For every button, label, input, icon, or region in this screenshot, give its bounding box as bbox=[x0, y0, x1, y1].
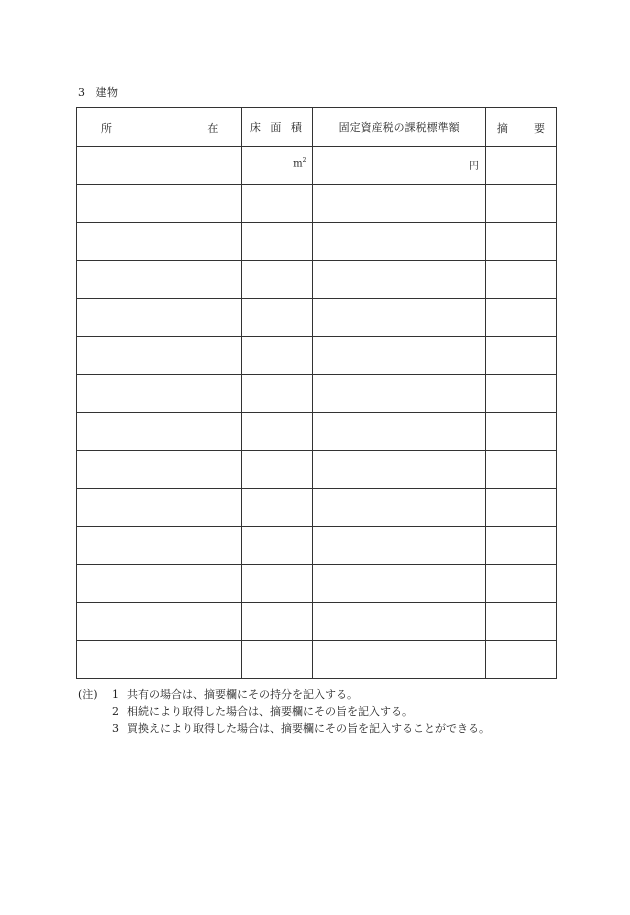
table-row bbox=[77, 223, 557, 261]
header-remarks-a: 摘 bbox=[496, 122, 508, 135]
remarks-cell[interactable] bbox=[485, 451, 556, 489]
location-cell[interactable] bbox=[77, 527, 242, 565]
remarks-cell[interactable] bbox=[485, 641, 556, 679]
table-row bbox=[77, 413, 557, 451]
header-tax-value: 固定資産税の課税標準額 bbox=[313, 108, 485, 147]
tax-value-cell[interactable] bbox=[313, 261, 485, 299]
location-cell[interactable] bbox=[77, 641, 242, 679]
note-row bbox=[78, 703, 490, 720]
tax-value-cell[interactable] bbox=[313, 451, 485, 489]
location-cell[interactable] bbox=[77, 185, 242, 223]
area-unit-exp: 2 bbox=[302, 157, 307, 164]
header-remarks bbox=[485, 108, 556, 147]
note-row bbox=[78, 686, 490, 703]
table-row bbox=[77, 451, 557, 489]
header-location-a: 所 bbox=[101, 122, 112, 135]
location-cell[interactable] bbox=[77, 261, 242, 299]
remarks-cell[interactable] bbox=[485, 147, 556, 185]
remarks-cell[interactable] bbox=[485, 603, 556, 641]
location-cell[interactable] bbox=[77, 489, 242, 527]
table-row bbox=[77, 641, 557, 679]
location-cell[interactable] bbox=[77, 375, 242, 413]
tax-value-cell[interactable] bbox=[313, 147, 485, 185]
floor-area-cell[interactable] bbox=[242, 527, 313, 565]
remarks-cell[interactable] bbox=[485, 527, 556, 565]
floor-area-cell[interactable] bbox=[242, 603, 313, 641]
floor-area-cell[interactable] bbox=[242, 223, 313, 261]
location-cell[interactable] bbox=[77, 413, 242, 451]
area-unit bbox=[293, 157, 306, 169]
location-cell[interactable] bbox=[77, 147, 242, 185]
table-row bbox=[77, 375, 557, 413]
note-row bbox=[78, 720, 490, 737]
tax-value-cell[interactable] bbox=[313, 489, 485, 527]
currency-unit: 円 bbox=[468, 161, 479, 172]
table-row bbox=[77, 147, 557, 185]
floor-area-cell[interactable] bbox=[242, 565, 313, 603]
floor-area-cell[interactable] bbox=[242, 451, 313, 489]
table-row bbox=[77, 337, 557, 375]
tax-value-cell[interactable] bbox=[313, 527, 485, 565]
table-row bbox=[77, 489, 557, 527]
tax-value-cell[interactable] bbox=[313, 603, 485, 641]
area-unit-base: m bbox=[293, 158, 303, 170]
table-row bbox=[77, 603, 557, 641]
header-location bbox=[77, 108, 242, 147]
note-number: 2 bbox=[112, 705, 119, 718]
building-table bbox=[76, 107, 557, 679]
floor-area-cell[interactable] bbox=[242, 375, 313, 413]
table-row bbox=[77, 565, 557, 603]
table-row bbox=[77, 261, 557, 299]
header-row bbox=[77, 108, 557, 147]
remarks-cell[interactable] bbox=[485, 261, 556, 299]
floor-area-cell[interactable] bbox=[242, 337, 313, 375]
table-row bbox=[77, 185, 557, 223]
header-location-b: 在 bbox=[207, 122, 219, 135]
note-number: 3 bbox=[112, 722, 119, 735]
remarks-cell[interactable] bbox=[485, 565, 556, 603]
note-text: 買換えにより取得した場合は、摘要欄にその旨を記入することができる。 bbox=[127, 722, 490, 735]
floor-area-cell[interactable] bbox=[242, 641, 313, 679]
location-cell[interactable] bbox=[77, 337, 242, 375]
location-cell[interactable] bbox=[77, 565, 242, 603]
tax-value-cell[interactable] bbox=[313, 413, 485, 451]
header-floor-area: 床 面 積 bbox=[242, 108, 313, 147]
remarks-cell[interactable] bbox=[485, 413, 556, 451]
remarks-cell[interactable] bbox=[485, 337, 556, 375]
notes bbox=[78, 686, 490, 737]
floor-area-cell[interactable] bbox=[242, 185, 313, 223]
note-text: 共有の場合は、摘要欄にその持分を記入する。 bbox=[127, 688, 358, 701]
location-cell[interactable] bbox=[77, 451, 242, 489]
floor-area-cell[interactable] bbox=[242, 299, 313, 337]
remarks-cell[interactable] bbox=[485, 375, 556, 413]
tax-value-cell[interactable] bbox=[313, 299, 485, 337]
remarks-cell[interactable] bbox=[485, 185, 556, 223]
note-text: 相続により取得した場合は、摘要欄にその旨を記入する。 bbox=[127, 705, 413, 718]
location-cell[interactable] bbox=[77, 223, 242, 261]
remarks-cell[interactable] bbox=[485, 223, 556, 261]
remarks-cell[interactable] bbox=[485, 489, 556, 527]
tax-value-cell[interactable] bbox=[313, 375, 485, 413]
floor-area-cell[interactable] bbox=[242, 261, 313, 299]
section-heading: 建物 bbox=[95, 86, 119, 99]
table-row bbox=[77, 527, 557, 565]
remarks-cell[interactable] bbox=[485, 299, 556, 337]
note-number: 1 bbox=[112, 688, 119, 701]
tax-value-cell[interactable] bbox=[313, 337, 485, 375]
section-title bbox=[78, 84, 119, 100]
floor-area-cell[interactable] bbox=[242, 489, 313, 527]
section-number: 3 bbox=[78, 86, 86, 99]
tax-value-cell[interactable] bbox=[313, 223, 485, 261]
floor-area-cell[interactable] bbox=[242, 413, 313, 451]
tax-value-cell[interactable] bbox=[313, 185, 485, 223]
tax-value-cell[interactable] bbox=[313, 641, 485, 679]
notes-label: (注) bbox=[78, 688, 98, 701]
location-cell[interactable] bbox=[77, 603, 242, 641]
floor-area-cell[interactable] bbox=[242, 147, 313, 185]
header-remarks-b: 要 bbox=[534, 122, 545, 135]
location-cell[interactable] bbox=[77, 299, 242, 337]
tax-value-cell[interactable] bbox=[313, 565, 485, 603]
table-row bbox=[77, 299, 557, 337]
